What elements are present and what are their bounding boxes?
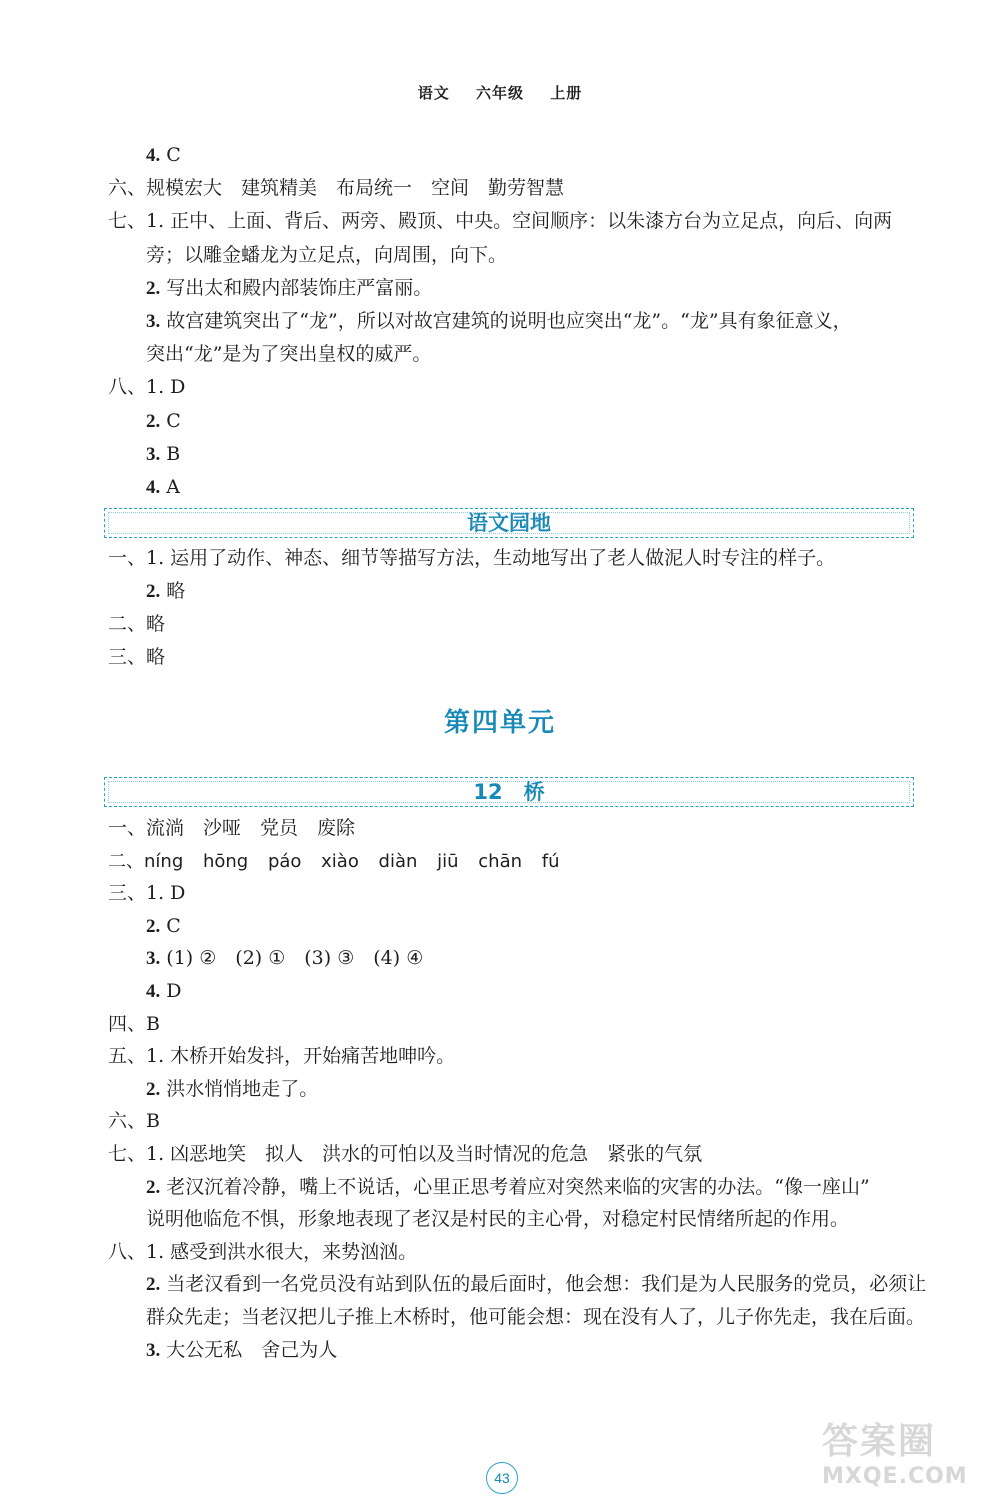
section-title-yuwen-yuandi: 语文园地: [104, 508, 914, 538]
answer-line: [108, 1107, 160, 1135]
answer-text: A: [160, 476, 181, 498]
answer-text: 说明他临危不惧，形象地表现了老汉是村民的主心骨，对稳定村民情绪所起的作用。: [146, 1208, 850, 1231]
answer-text: 三、1. D: [108, 882, 186, 905]
answer-line: [108, 544, 835, 572]
answer-number: 2.: [146, 915, 161, 937]
answer-text: C: [160, 409, 181, 432]
answer-line: [146, 340, 431, 368]
answer-text: 洪水悄悄地走了。: [160, 1077, 319, 1100]
watermark-line2: MXQE.COM: [822, 1464, 968, 1489]
answer-number: 3.: [146, 1339, 161, 1361]
page-header: [0, 82, 1000, 103]
answer-text: 群众先走；当老汉把儿子推上木桥时，他可能会想：现在没有人了，儿子你先走，我在后面。: [146, 1306, 926, 1328]
answer-text: C: [160, 914, 181, 937]
answer-line: [146, 944, 423, 973]
answer-line: [146, 977, 182, 1006]
answer-line: [146, 1173, 870, 1202]
answer-line: [146, 1205, 849, 1233]
watermark: [822, 1420, 990, 1496]
answer-number: 4.: [146, 477, 161, 498]
answer-text: 八、1. 感受到洪水很大，来势汹汹。: [108, 1240, 418, 1263]
answer-line: [146, 141, 181, 170]
answer-text: 七、1. 正中、上面、背后、两旁、殿顶、中央。空间顺序：以朱漆方台为立足点，向后、向两: [108, 210, 893, 233]
answer-line: [146, 1336, 337, 1365]
answer-number: 2.: [146, 410, 161, 432]
answer-text: C: [160, 144, 181, 166]
answer-line: [146, 912, 181, 941]
answer-line: [146, 1075, 318, 1104]
answer-number: 3.: [146, 311, 161, 332]
answer-line: [108, 174, 564, 202]
answer-line: [146, 1303, 925, 1331]
header-grade: 六年级: [475, 84, 524, 102]
answer-text: 六、规模宏大 建筑精美 布局统一 空间 勤劳智慧: [108, 177, 565, 200]
answer-text: 八、1. D: [108, 376, 186, 399]
answer-number: 3.: [146, 443, 161, 465]
answer-line: [108, 373, 185, 401]
answer-line: [146, 307, 852, 336]
answer-line: [108, 1238, 417, 1266]
answer-text: 突出“龙”是为了突出皇权的威严。: [146, 343, 432, 366]
watermark-line1: 答案圈: [822, 1421, 937, 1462]
answer-text: 七、1. 凶恶地笑 拟人 洪水的可怕以及当时情况的危急 紧张的气氛: [108, 1143, 703, 1165]
answer-number: 2.: [146, 1078, 161, 1100]
answer-number: 2.: [146, 1274, 161, 1296]
unit-title: 第四单元: [443, 708, 556, 738]
answer-text: 六、B: [108, 1110, 160, 1133]
answer-line: [146, 440, 180, 469]
answer-text: 旁；以雕金蟠龙为立足点，向周围，向下。: [146, 243, 508, 266]
answer-line: [108, 1010, 160, 1038]
answer-text: 故宫建筑突出了“龙”，所以对故宫建筑的说明也应突出“龙”。“龙”具有象征意义，: [160, 310, 852, 332]
answer-text: 略: [160, 580, 186, 602]
header-volume: 上册: [550, 84, 583, 102]
answer-line: [108, 847, 559, 876]
answer-number: 4.: [146, 981, 161, 1002]
answer-line: [108, 643, 165, 671]
page-number: 43: [486, 1462, 518, 1494]
answer-line: [108, 207, 892, 235]
answer-text: 二、略: [108, 613, 166, 635]
answer-text: 当老汉看到一名党员没有站到队伍的最后面时，他会想：我们是为人民服务的党员，必须让: [160, 1273, 927, 1296]
answer-text: 五、1. 木桥开始发抖，开始痛苦地呻吟。: [108, 1045, 456, 1068]
answer-text: D: [160, 980, 182, 1002]
answer-line: [146, 577, 185, 606]
answer-number: 4.: [146, 145, 161, 166]
answer-text: 一、1. 运用了动作、神态、细节等描写方法，生动地写出了老人做泥人时专注的样子。: [108, 547, 836, 569]
answer-line: [108, 879, 185, 907]
header-subject: 语文: [417, 84, 450, 102]
answer-text: 二、níng hōng páo xiào diàn jiū chān fú: [108, 850, 560, 872]
answer-text: 大公无私 舍己为人: [160, 1338, 338, 1361]
answer-line: [108, 610, 165, 638]
answer-text: (1) ② (2) ① (3) ③ (4) ④: [160, 947, 424, 970]
answer-text: 老汉沉着冷静，嘴上不说话，心里正思考着应对突然来临的灾害的办法。“像一座山”: [160, 1175, 870, 1198]
answer-number: 2.: [146, 1176, 161, 1198]
answer-text: B: [160, 442, 181, 465]
answer-line: [146, 274, 432, 303]
answer-line: [146, 1270, 926, 1299]
answer-number: 3.: [146, 948, 161, 970]
answer-line: [108, 1042, 455, 1070]
answer-text: 一、流淌 沙哑 党员 废除: [108, 817, 356, 839]
answer-line: [108, 1140, 702, 1168]
answer-text: 四、B: [108, 1012, 160, 1035]
answer-text: 写出太和殿内部装饰庄严富丽。: [160, 276, 433, 299]
answer-text: 三、略: [108, 646, 166, 668]
answer-line: [146, 241, 507, 269]
answer-line: [146, 473, 180, 502]
answer-line: [146, 407, 181, 436]
section-title-lesson-12: 12 桥: [104, 777, 914, 807]
answer-number: 2.: [146, 277, 161, 299]
answer-line: [108, 814, 355, 842]
answer-number: 2.: [146, 581, 161, 602]
